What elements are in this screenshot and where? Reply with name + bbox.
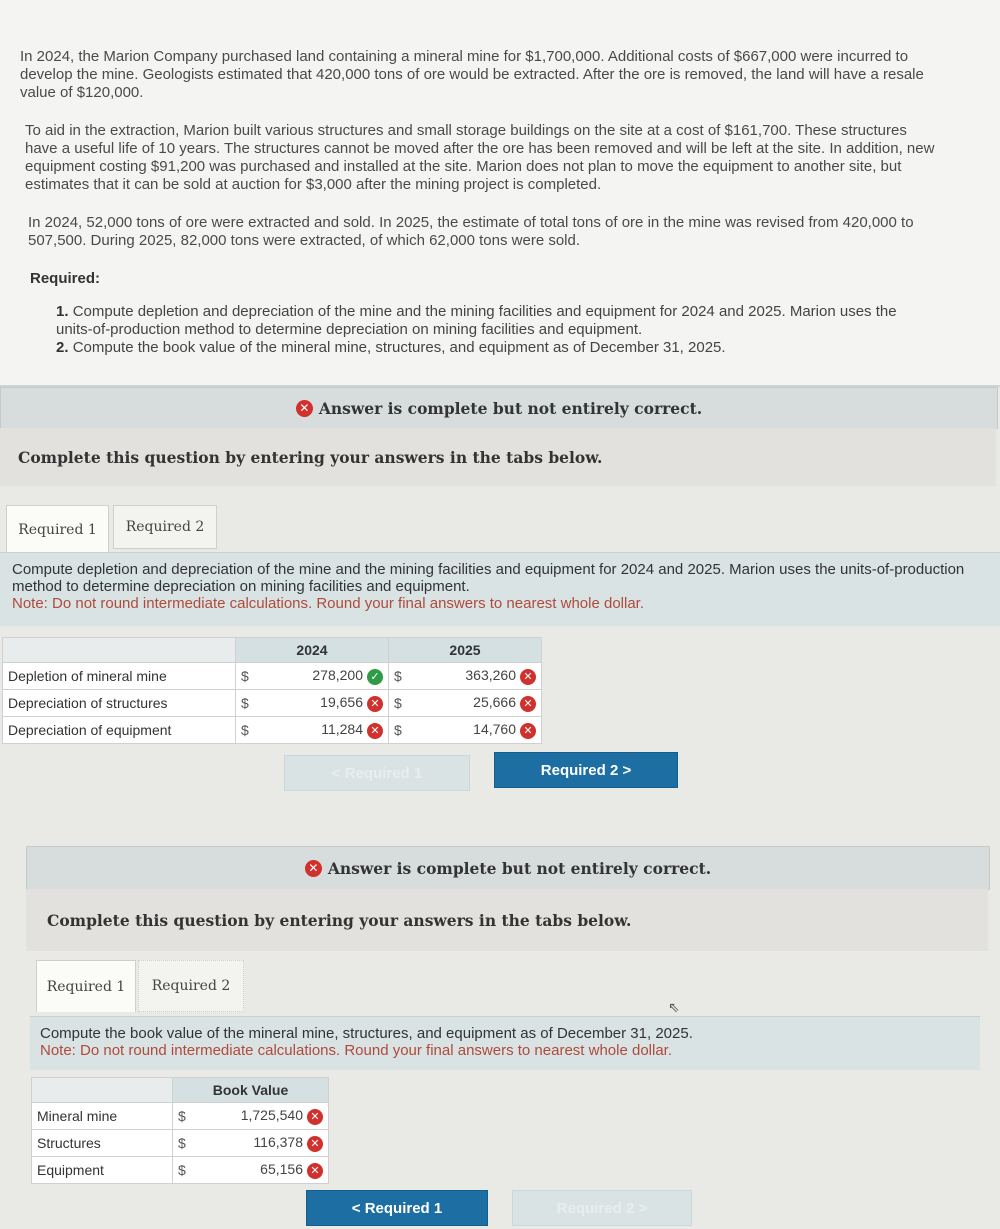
currency-symbol: $ xyxy=(236,717,265,744)
table-header-row xyxy=(3,638,542,663)
row-label: Depletion of mineral mine xyxy=(3,663,236,690)
answer-input-2025[interactable]: 14,760 ✕ xyxy=(417,717,542,744)
status-banner-1 xyxy=(0,387,998,429)
required-heading: Required: xyxy=(30,270,101,287)
x-circle-icon: ✕ xyxy=(520,723,536,739)
x-circle-icon: ✕ xyxy=(307,1109,323,1125)
instructions-band-2 xyxy=(26,889,988,951)
header-blank xyxy=(3,638,236,663)
answer-input-2025[interactable]: 363,260 ✕ xyxy=(417,663,542,690)
next-required-2-button-2[interactable]: Required 2 > xyxy=(512,1190,692,1226)
answer-input-2024[interactable]: 11,284 ✕ xyxy=(264,717,389,744)
table-row xyxy=(32,1130,329,1157)
instructions-band-1 xyxy=(0,428,996,486)
status-message-2: Answer is complete but not entirely correct. xyxy=(327,858,712,878)
problem-paragraph-1: In 2024, the Marion Company purchased land containing a mineral mine for $1,700,000. Additional costs of $667,000 were incurred to develop the mine. Geologists estimated that 420,000 tons of ore would be extracted. After the ore is removed, the land will have a resale value of $120,000. xyxy=(20,48,924,101)
table-row xyxy=(3,690,542,717)
x-circle-icon: ✕ xyxy=(307,1163,323,1179)
row-label: Depreciation of equipment xyxy=(3,717,236,744)
answer-input-book-value[interactable]: 116,378 ✕ xyxy=(201,1130,329,1157)
x-circle-icon: ✕ xyxy=(367,723,383,739)
table-row xyxy=(32,1103,329,1130)
x-circle-icon: ✕ xyxy=(367,696,383,712)
mouse-cursor-icon: ⇖ xyxy=(668,1000,680,1016)
table-row xyxy=(3,663,542,690)
question-text-2: Compute the book value of the mineral mine, structures, and equipment as of December 31, 2025. xyxy=(40,1025,693,1042)
required-item-1-number: 1. xyxy=(56,303,69,320)
row-label: Mineral mine xyxy=(32,1103,173,1130)
instructions-text-1: Complete this question by entering your answers in the tabs below. xyxy=(18,447,603,467)
currency-symbol: $ xyxy=(389,717,418,744)
currency-symbol: $ xyxy=(389,690,418,717)
table-row xyxy=(32,1157,329,1184)
required-item-1-text: Compute depletion and depreciation of the mine and the mining facilities and equipment for 2024 and 2025. Marion uses the units-of-production method to determine depreciation on mining facilities and equipment. xyxy=(56,303,897,338)
depletion-table xyxy=(2,637,542,744)
check-circle-icon: ✓ xyxy=(367,669,383,685)
answer-input-2024[interactable]: 278,200 ✓ xyxy=(264,663,389,690)
table-header-row xyxy=(32,1078,329,1103)
currency-symbol: $ xyxy=(236,663,265,690)
note-text-1: Note: Do not round intermediate calculations. Round your final answers to nearest whole dollar. xyxy=(12,595,645,612)
row-label: Equipment xyxy=(32,1157,173,1184)
x-circle-icon: ✕ xyxy=(296,400,313,417)
currency-symbol: $ xyxy=(236,690,265,717)
answer-input-book-value[interactable]: 1,725,540 ✕ xyxy=(201,1103,329,1130)
row-label: Structures xyxy=(32,1130,173,1157)
header-2025: 2025 xyxy=(389,638,542,663)
instructions-text-2: Complete this question by entering your answers in the tabs below. xyxy=(47,910,632,930)
question-box-1 xyxy=(0,552,1000,626)
note-text-2: Note: Do not round intermediate calculations. Round your final answers to nearest whole dollar. xyxy=(40,1042,673,1059)
table-row xyxy=(3,717,542,744)
header-blank xyxy=(32,1078,173,1103)
status-message-1: Answer is complete but not entirely correct. xyxy=(318,398,703,418)
prev-required-1-button[interactable]: < Required 1 xyxy=(284,755,470,791)
tab-required-2-b[interactable]: Required 2 xyxy=(138,960,244,1012)
tab-required-2[interactable]: Required 2 xyxy=(113,505,217,549)
x-circle-icon: ✕ xyxy=(305,860,322,877)
answer-input-2025[interactable]: 25,666 ✕ xyxy=(417,690,542,717)
problem-statement xyxy=(0,0,1000,387)
required-item-1 xyxy=(56,303,916,339)
book-value-table xyxy=(31,1077,329,1184)
x-circle-icon: ✕ xyxy=(520,669,536,685)
row-label: Depreciation of structures xyxy=(3,690,236,717)
currency-symbol: $ xyxy=(389,663,418,690)
x-circle-icon: ✕ xyxy=(520,696,536,712)
required-item-2-number: 2. xyxy=(56,339,69,356)
question-box-2 xyxy=(30,1016,980,1070)
tab-required-1[interactable]: Required 1 xyxy=(6,505,109,553)
required-item-2 xyxy=(56,339,916,357)
problem-paragraph-2: To aid in the extraction, Marion built various structures and small storage buildings on the site at a cost of $161,700. These structures have a useful life of 10 years. The structures cannot be moved after the ore has been removed and will be left at the site. In addition, new equipment costing $91,200 was purchased and installed at the site. Marion does not plan to move the equipment to another site, but estimates that it can be sold at auction for $3,000 after the mining project is completed. xyxy=(25,122,935,193)
required-item-2-text: Compute the book value of the mineral mine, structures, and equipment as of December 31, 2025. xyxy=(72,339,726,356)
problem-paragraph-3: In 2024, 52,000 tons of ore were extracted and sold. In 2025, the estimate of total tons of ore in the mine was revised from 420,000 to 507,500. During 2025, 82,000 tons were extracted, of which 62,000 tons were sold. xyxy=(28,214,914,249)
currency-symbol: $ xyxy=(173,1157,202,1184)
x-circle-icon: ✕ xyxy=(307,1136,323,1152)
question-text-1: Compute depletion and depreciation of the mine and the mining facilities and equipment for 2024 and 2025. Marion uses the units-of-production method to determine depreciation on mining facilities and equipment. xyxy=(12,561,965,595)
currency-symbol: $ xyxy=(173,1103,202,1130)
status-banner-2 xyxy=(26,846,990,890)
header-book-value: Book Value xyxy=(173,1078,329,1103)
answer-input-2024[interactable]: 19,656 ✕ xyxy=(264,690,389,717)
tab-required-1-b[interactable]: Required 1 xyxy=(36,960,136,1012)
next-required-2-button[interactable]: Required 2 > xyxy=(494,752,678,788)
answer-input-book-value[interactable]: 65,156 ✕ xyxy=(201,1157,329,1184)
prev-required-1-button-2[interactable]: < Required 1 xyxy=(306,1190,488,1226)
currency-symbol: $ xyxy=(173,1130,202,1157)
header-2024: 2024 xyxy=(236,638,389,663)
